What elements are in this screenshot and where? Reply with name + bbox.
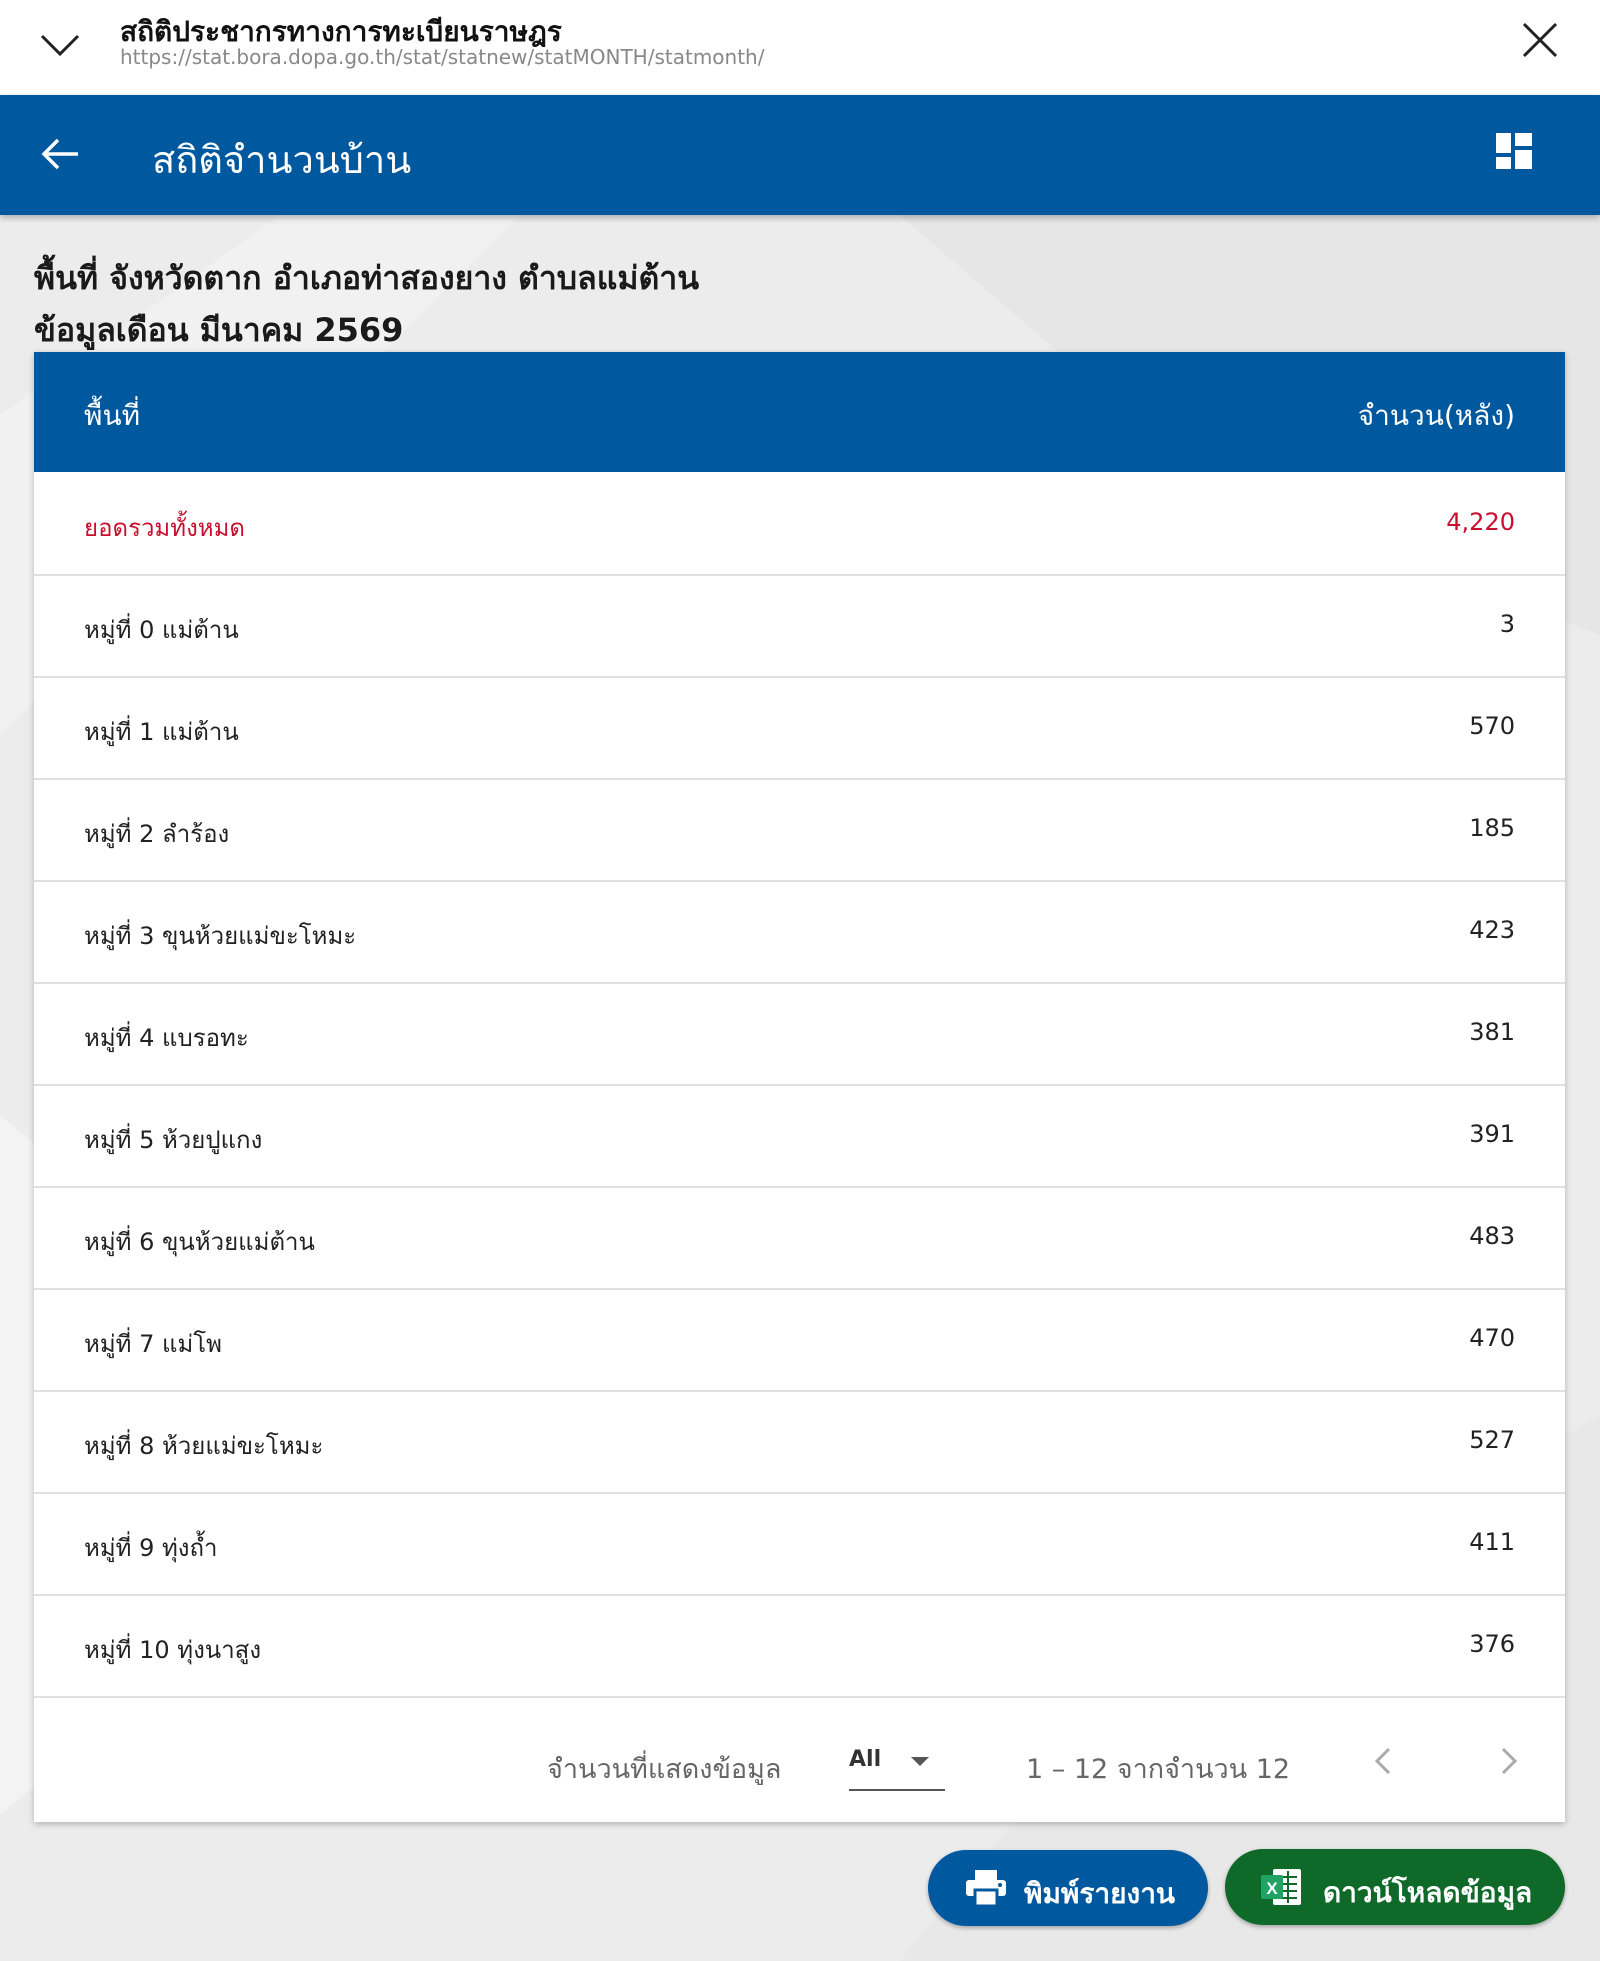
download-button-label: ดาวน์โหลดข้อมูล [1323, 1876, 1533, 1909]
row-value: 3 [1499, 610, 1515, 638]
row-value: 470 [1469, 1324, 1515, 1352]
page-title: สถิติจำนวนบ้าน [152, 138, 412, 182]
table-row-total [34, 472, 1565, 576]
svg-text:X: X [1266, 1879, 1278, 1898]
month-heading: ข้อมูลเดือน มีนาคม 2569 [34, 311, 404, 349]
table-row [34, 1288, 1565, 1392]
download-data-button[interactable] [1225, 1849, 1565, 1925]
browser-url: https://stat.bora.dopa.go.th/stat/statnew/statMONTH/statmonth/ [120, 45, 765, 69]
row-label: หมู่ที่ 10 ทุ่งนาสูง [84, 1636, 262, 1664]
print-button-label: พิมพ์รายงาน [1024, 1877, 1176, 1910]
row-label: หมู่ที่ 3 ขุนห้วยแม่ขะโหมะ [84, 922, 357, 950]
chevron-down-icon[interactable] [38, 22, 82, 66]
data-table [34, 352, 1565, 1822]
column-header-count[interactable]: จำนวน(หลัง) [1357, 399, 1515, 432]
row-value: 527 [1469, 1426, 1515, 1454]
table-row [34, 880, 1565, 984]
rows-per-page-select[interactable] [849, 1733, 945, 1791]
print-report-button[interactable] [928, 1850, 1208, 1926]
table-pagination [34, 1697, 1565, 1822]
area-heading: พื้นที่ จังหวัดตาก อำเภอท่าสองยาง ตำบลแม่ต้าน [34, 259, 700, 297]
printer-icon [964, 1868, 1008, 1908]
row-label: หมู่ที่ 7 แม่โพ [84, 1330, 222, 1358]
row-value: 391 [1469, 1120, 1515, 1148]
rows-per-page-value: All [849, 1747, 882, 1772]
row-value: 4,220 [1446, 508, 1515, 536]
close-icon[interactable] [1518, 18, 1562, 62]
row-value: 185 [1469, 814, 1515, 842]
table-row [34, 1084, 1565, 1188]
row-label: หมู่ที่ 5 ห้วยปูแกง [84, 1126, 263, 1154]
table-header [34, 352, 1565, 472]
row-label: หมู่ที่ 2 ลำร้อง [84, 820, 230, 848]
row-label: หมู่ที่ 0 แม่ต้าน [84, 616, 239, 644]
row-value: 376 [1469, 1630, 1515, 1658]
table-row [34, 982, 1565, 1086]
row-label: หมู่ที่ 1 แม่ต้าน [84, 718, 239, 746]
table-row [34, 574, 1565, 678]
chevron-left-icon[interactable] [1369, 1743, 1399, 1779]
table-row [34, 676, 1565, 780]
column-header-area[interactable]: พื้นที่ [84, 399, 141, 432]
browser-page-title: สถิติประชากรทางการทะเบียนราษฎร [120, 15, 562, 48]
row-label: หมู่ที่ 9 ทุ่งถ้ำ [84, 1534, 218, 1562]
row-value: 483 [1469, 1222, 1515, 1250]
row-value: 381 [1469, 1018, 1515, 1046]
row-label: หมู่ที่ 8 ห้วยแม่ขะโหมะ [84, 1432, 324, 1460]
browser-bar [0, 0, 1600, 95]
table-row [34, 1492, 1565, 1596]
back-arrow-icon[interactable] [38, 131, 84, 177]
dropdown-arrow-icon [911, 1757, 929, 1766]
table-row [34, 1594, 1565, 1698]
row-label: ยอดรวมทั้งหมด [84, 514, 246, 542]
rows-per-page-label: จำนวนที่แสดงข้อมูล [547, 1754, 782, 1785]
row-value: 423 [1469, 916, 1515, 944]
dashboard-icon[interactable] [1496, 133, 1532, 169]
chevron-right-icon[interactable] [1493, 1743, 1523, 1779]
excel-icon [1259, 1867, 1303, 1907]
table-row [34, 778, 1565, 882]
table-row [34, 1390, 1565, 1494]
app-header [0, 95, 1600, 215]
row-label: หมู่ที่ 4 แบรอทะ [84, 1024, 249, 1052]
row-label: หมู่ที่ 6 ขุนห้วยแม่ต้าน [84, 1228, 315, 1256]
table-row [34, 1186, 1565, 1290]
pagination-range: 1 – 12 จากจำนวน 12 [1026, 1754, 1291, 1785]
row-value: 570 [1469, 712, 1515, 740]
row-value: 411 [1469, 1528, 1515, 1556]
